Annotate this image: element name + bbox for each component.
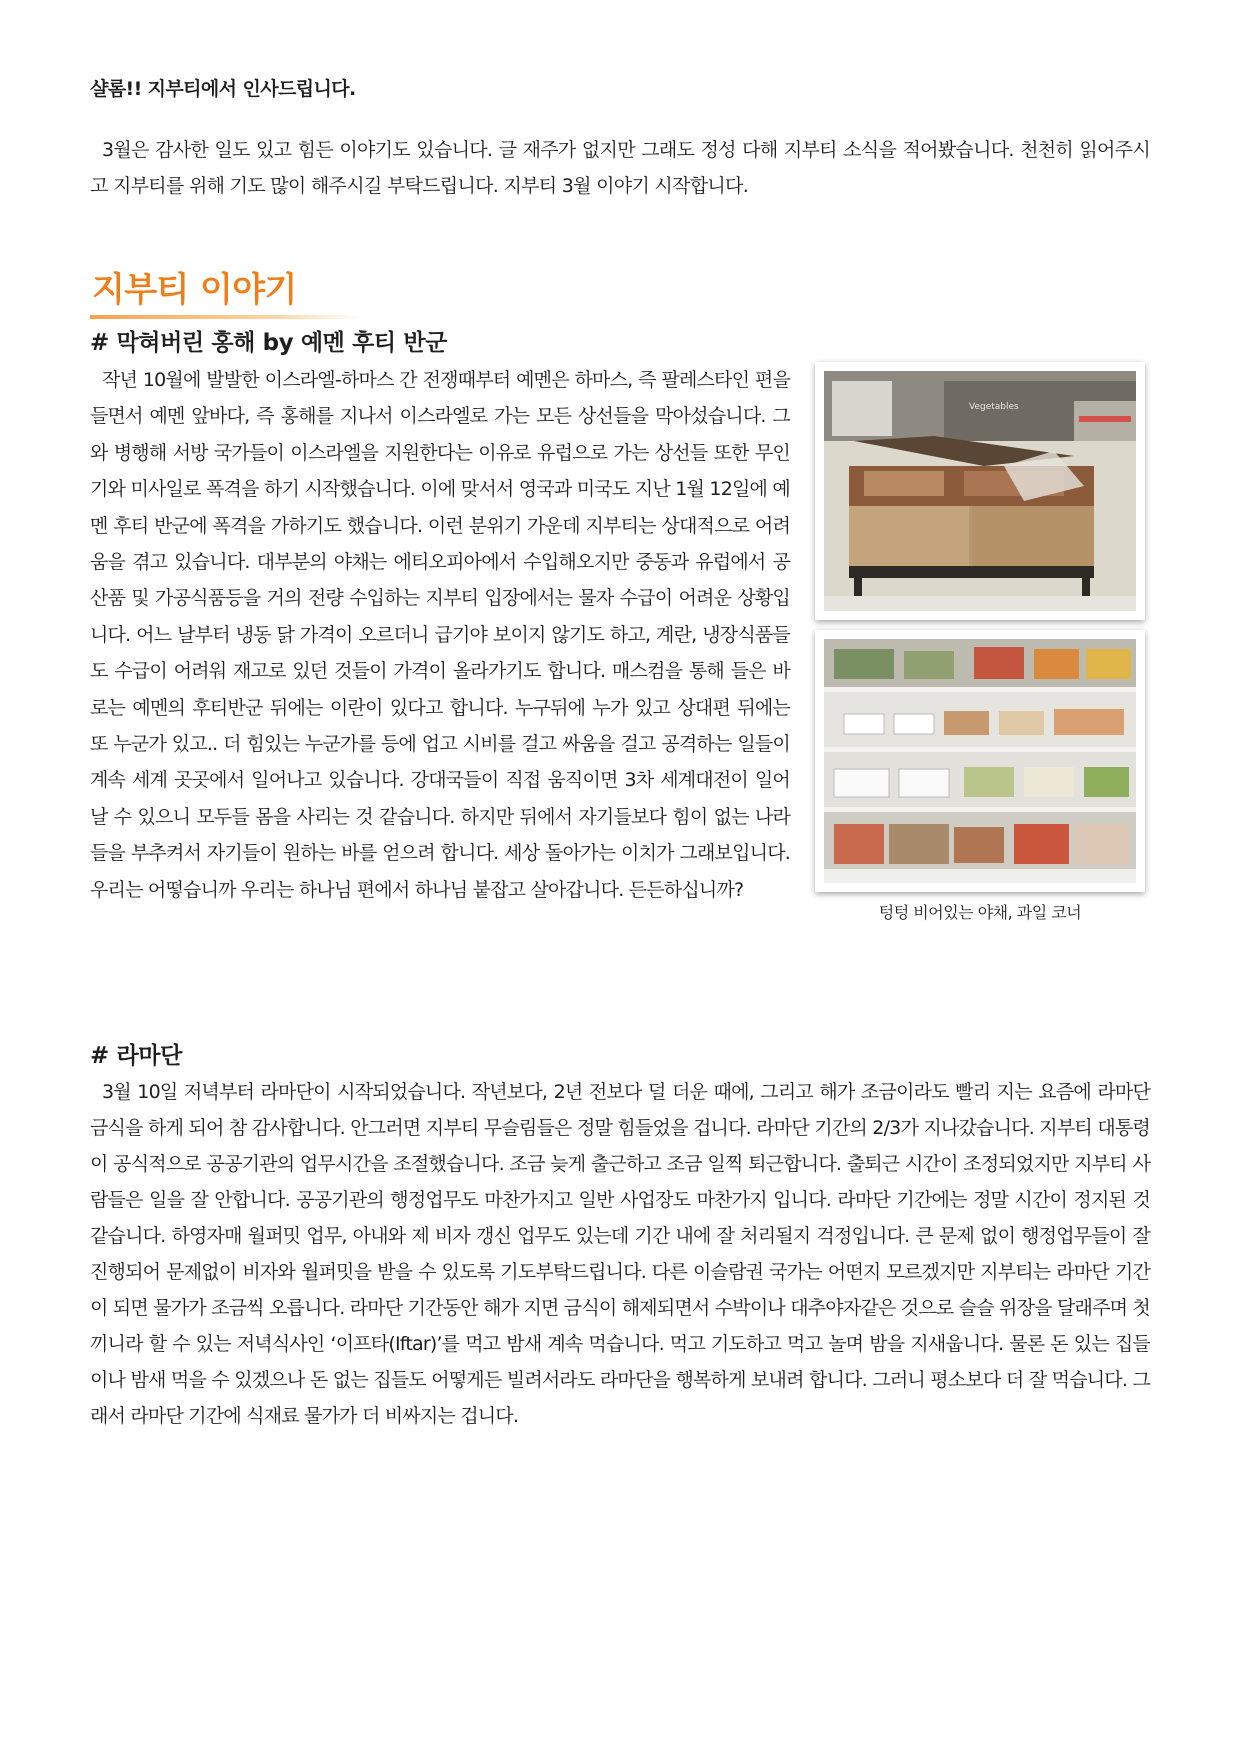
fruit-shelves-image [824, 639, 1136, 883]
greeting: 샬롬!! 지부티에서 인사드립니다. [90, 78, 356, 100]
intro-paragraph: 3월은 감사한 일도 있고 힘든 이야기도 있습니다. 글 재주가 없지만 그래도 정성 다해 지부티 소식을 적어봤습니다. 천천히 읽어주시고 지부티를 위해 기도 많이 해주시길 부탁드립니다. 지부티 3월 이야기 시작합니다. [90, 139, 1150, 197]
photo-empty-produce-stand [815, 362, 1145, 620]
article-body-red-sea: 작년 10월에 발발한 이스라엘-하마스 간 전쟁때부터 예멘은 하마스, 즉 팔레스타인 편을 들면서 예멘 앞바다, 즉 홍해를 지나서 이스라엘로 가는 모든 상선들을 막아섰습니다. 그와 병행해 서방 국가들이 이스라엘을 지원한다는 이유로 유럽으로 가는 상선들 또한 무인기와 미사일로 폭격을 하기 시작했습니다. 이에 맞서서 영국과 미국도 지난 1월 12일에 예멘 후티 반군에 폭격을 가하기도 했습니다. 이런 분위기 가운데 지부티는 상대적으로 어려움을 겪고 있습니다. 대부분의 야채는 에티오피아에서 수입해오지만 중동과 유럽에서 공산품 및 가공식품등을 거의 전량 수입하는 지부티 입장에서는 물자 수급이 어려운 상황입니다. 어느 날부터 냉동 닭 가격이 오르더니 급기야 보이지 않기도 하고, 계란, 냉장식품들도 수급이 어려워 재고로 있던 것들이 가격이 올라가기도 합니다. 매스컴을 통해 들은 바로는 예멘의 후티반군 뒤에는 이란이 있다고 합니다. 누구뒤에 누가 있고 상대편 뒤에는 또 누군가 있고.. 더 힘있는 누군가를 등에 업고 시비를 걸고 싸움을 걸고 공격하는 일들이 계속 세계 곳곳에서 일어나고 있습니다. 강대국들이 직접 움직이면 3차 세계대전이 일어날 수 있으니 모두들 몸을 사리는 것 같습니다. 하지만 뒤에서 자기들보다 힘이 없는 나라들을 부추켜서 자기들이 원하는 바를 얻으려 합니다. 세상 돌아가는 이치가 그래보입니다. 우리는 어떻습니까 우리는 하나님 편에서 하나님 붙잡고 살아갑니다. 든든하십니까? [90, 369, 790, 901]
article-heading-ramadan: # 라마단 [90, 1043, 182, 1069]
section-title-underline [90, 315, 360, 319]
photo-caption: 텅텅 비어있는 야채, 과일 코너 [878, 903, 1082, 922]
section-title: 지부티 이야기 [92, 270, 297, 310]
store-sign-text: Vegetables [969, 402, 1019, 412]
article-body-ramadan: 3월 10일 저녁부터 라마단이 시작되었습니다. 작년보다, 2년 전보다 덜 더운 때에, 그리고 해가 조금이라도 빨리 지는 요즘에 라마단 금식을 하게 되어 참 감사합니다. 안그러면 지부티 무슬림들은 정말 힘들었을 겁니다. 라마단 기간의 2/3가 지나갔습니다. 지부티 대통령이 공식적으로 공공기관의 업무시간을 조절했습니다. 조금 늦게 출근하고 조금 일찍 퇴근합니다. 출퇴근 시간이 조정되었지만 지부티 사람들은 일을 잘 안합니다. 공공기관의 행정업무도 마찬가지고 일반 사업장도 마찬가지 입니다. 라마단 기간에는 정말 시간이 정지된 것 같습니다. 하영자매 월퍼밋 업무, 아내와 제 비자 갱신 업무도 있는데 기간 내에 잘 처리될지 걱정입니다. 큰 문제 없이 행정업무들이 잘 진행되어 문제없이 비자와 월퍼밋을 받을 수 있도록 기도부탁드립니다. 다른 이슬람권 국가는 어떤지 모르겠지만 지부티는 라마단 기간이 되면 물가가 조금씩 오릅니다. 라마단 기간동안 해가 지면 금식이 해제되면서 수박이나 대추야자같은 것으로 슬슬 위장을 달래주며 첫 끼니라 할 수 있는 저녁식사인 ‘이프타(Iftar)’를 먹고 밤새 계속 먹습니다. 먹고 기도하고 먹고 놀며 밤을 지새웁니다. 물론 돈 있는 집들이나 밤새 먹을 수 있겠으나 돈 없는 집들도 어떻게든 빌려서라도 라마단을 행복하게 보내려 합니다. 그러니 평소보다 더 잘 먹습니다. 그래서 라마단 기간에 식재료 물가가 더 비싸지는 겁니다. [90, 1081, 1150, 1427]
photo-empty-fruit-shelves [815, 630, 1145, 892]
article-heading-red-sea: # 막혀버린 홍해 by 예멘 후티 반군 [90, 330, 447, 356]
produce-stand-image [824, 371, 1136, 611]
